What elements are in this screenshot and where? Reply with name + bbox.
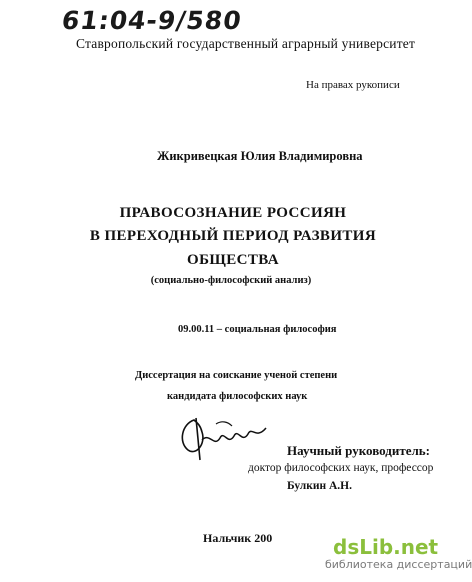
thesis-title-line-3: ОБЩЕСТВА xyxy=(187,252,279,268)
supervisor-label: Научный руководитель: xyxy=(287,443,430,458)
dissertation-purpose-line-1: Диссертация на соискание ученой степени xyxy=(135,370,338,381)
university-name: Ставропольский государственный аграрный университет xyxy=(76,36,416,51)
city-and-year: Нальчик 200 xyxy=(203,531,273,545)
author-name: Жикривецкая Юлия Владимировна xyxy=(157,149,363,163)
thesis-title-line-1: ПРАВОСОЗНАНИЕ РОССИЯН xyxy=(119,205,347,221)
handwritten-catalog-number: 61:04-9/580 xyxy=(59,6,244,35)
supervisor-degree: доктор философских наук, профессор xyxy=(248,462,434,474)
thesis-title-line-2: В ПЕРЕХОДНЫЙ ПЕРИОД РАЗВИТИЯ xyxy=(89,228,377,244)
handwritten-signature xyxy=(176,414,268,462)
watermark-caption: библиотека диссертаций xyxy=(325,558,472,571)
specialty-code: 09.00.11 – социальная философия xyxy=(178,324,337,335)
watermark-logo: dsLib.net xyxy=(333,535,439,559)
dissertation-purpose-line-2: кандидата философских наук xyxy=(167,391,308,402)
thesis-subtitle: (социально-философский анализ) xyxy=(150,275,312,286)
manuscript-rights-note: На правах рукописи xyxy=(306,79,400,91)
supervisor-name: Булкин А.Н. xyxy=(287,480,352,492)
